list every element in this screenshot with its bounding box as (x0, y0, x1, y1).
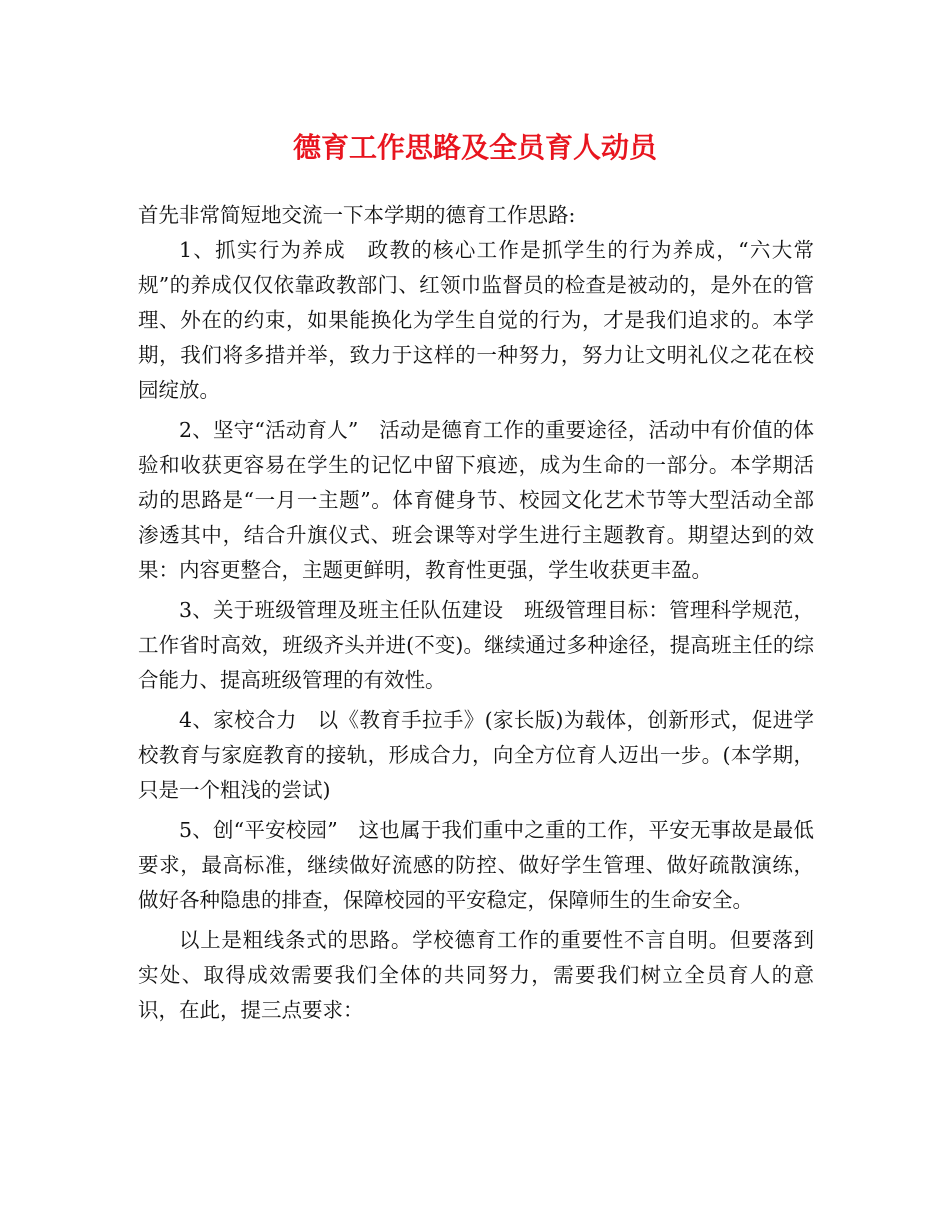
document-body (138, 198, 814, 1028)
intro-paragraph: 首先非常简短地交流一下本学期的德育工作思路: (138, 203, 576, 227)
point-1-paragraph: 1、抓实行为养成 政教的核心工作是抓学生的行为养成，“六大常规”的养成仅仅依靠政教部门、红领巾监督员的检查是被动的，是外在的管理、外在的约束，如果能换化为学生自觉的行为，才是我们追求的。本学期，我们将多措并举，致力于这样的一种努力，努力让文明礼仪之花在校园绽放。 (138, 238, 814, 402)
document-title: 德育工作思路及全员育人动员 (292, 131, 657, 164)
point-4-paragraph: 4、家校合力 以《教育手拉手》(家长版)为载体，创新形式，促进学校教育与家庭教育的接轨，形成合力，向全方位育人迈出一步。(本学期，只是一个粗浅的尝试) (138, 708, 814, 802)
summary-paragraph: 以上是粗线条式的思路。学校德育工作的重要性不言自明。但要落到实处、取得成效需要我们全体的共同努力，需要我们树立全员育人的意识，在此，提三点要求： (138, 928, 814, 1022)
point-3-paragraph: 3、关于班级管理及班主任队伍建设 班级管理目标：管理科学规范，工作省时高效，班级齐头并进(不变)。继续通过多种途径，提高班主任的综合能力、提高班级管理的有效性。 (138, 598, 814, 692)
point-2-paragraph: 2、坚守“活动育人” 活动是德育工作的重要途径，活动中有价值的体验和收获更容易在学生的记忆中留下痕迹，成为生命的一部分。本学期活动的思路是“一月一主题”。体育健身节、校园文化艺术节等大型活动全部渗透其中，结合升旗仪式、班会课等对学生进行主题教育。期望达到的效果：内容更整合，主题更鲜明，教育性更强，学生收获更丰盈。 (138, 418, 814, 582)
point-5-paragraph: 5、创“平安校园” 这也属于我们重中之重的工作，平安无事故是最低要求，最高标准，继续做好流感的防控、做好学生管理、做好疏散演练，做好各种隐患的排查，保障校园的平安稳定，保障师生的生命安全。 (138, 818, 814, 912)
